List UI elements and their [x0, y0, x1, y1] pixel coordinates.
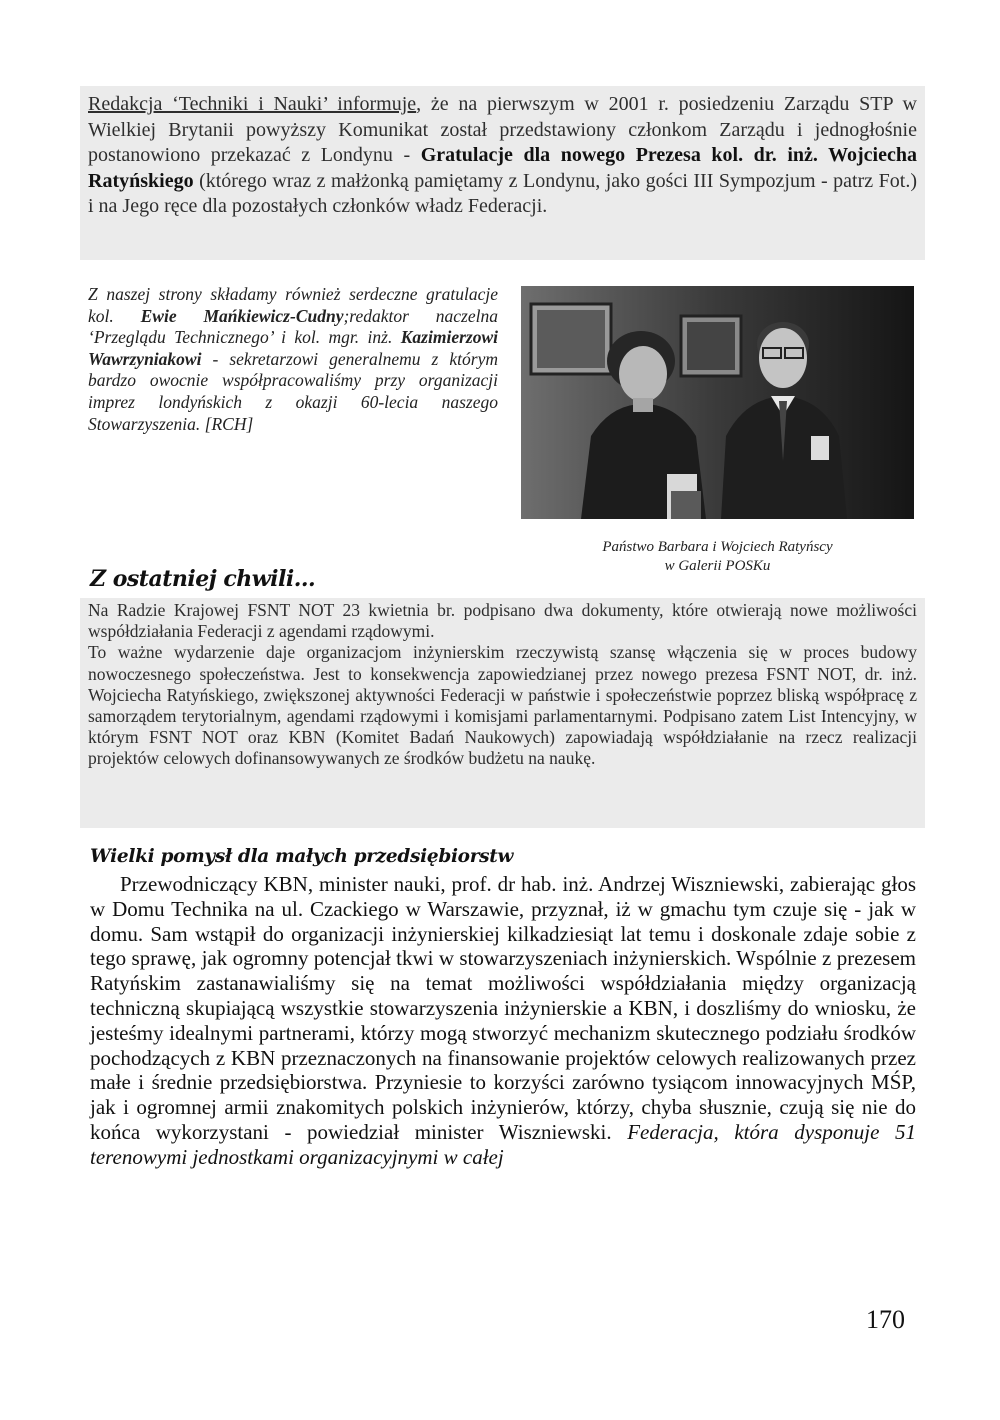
- congrats-text-3: - sekretarzowi generalnemu z którym bardzo owocnie współpracowaliśmy przy organizacji imprez londyńskich z okazji 60-lecia naszego Stowarzyszenia. [RCH]: [88, 348, 498, 434]
- couple-photo: [521, 286, 914, 519]
- caption-line-1: Państwo Barbara i Wojciech Ratyńscy: [602, 539, 833, 555]
- photo-caption: [521, 538, 914, 576]
- caption-line-2: w Galerii POSKu: [664, 558, 771, 574]
- article-italic-tail: Federacja, która dysponuje 51 terenowymi jednostkami organizacyjnymi w całej: [90, 1119, 916, 1169]
- congrats-text-1: Z naszej strony składamy również serdeczne gratulacje kol.: [88, 284, 498, 326]
- intro-text-2: (którego wraz z małżonką pamiętamy z Londynu, jako gości III Sympozjum - patrz Fot.) i na Jego ręce dla pozostałych członków władz Federacji.: [88, 169, 917, 217]
- big-idea-article: [90, 872, 916, 1170]
- intro-bold-text: Gratulacje dla nowego Prezesa kol. dr. inż. Wojciecha Ratyńskiego: [88, 144, 917, 192]
- section-heading-big-idea: Wielki pomysł dla małych przedsiębiorstw: [90, 846, 514, 867]
- congrats-name-2: Kazimierzowi Wawrzyniakowi: [88, 327, 498, 369]
- last-minute-news: [80, 598, 925, 828]
- news-paragraph-1: Na Radzie Krajowej FSNT NOT 23 kwietnia br. podpisano dwa dokumenty, które otwierają nowe możliwości współdziałania Federacji z agendami rządowymi.: [88, 600, 917, 642]
- photo-illustration: [521, 286, 914, 519]
- article-text: Przewodniczący KBN, minister nauki, prof. dr hab. inż. Andrzej Wiszniewski, zabierając głos w Domu Technika na ul. Czackiego w Warszawie, przyznał, iż w gmachu tym czuje się - jak w domu. Sam wstąpił do organizacji inżynierskiej kilkadziesiąt lat temu i doskonale zdaje sobie z tego sprawę, jak ogromny potencjał tkwi w stowarzyszeniach inżynierskich. Wspólnie z prezesem Ratyńskim zastanawialiśmy się na temat możliwości współdziałania między organizacją techniczną skupiającą wszystkie stowarzyszenia inżynierskie a KBN, i doszliśmy do wniosku, że jesteśmy idealnymi partnerami, którzy mogą stworzyć mechanizm skutecznego podziału środków pochodzących z KBN przeznaczonych na finansowanie projektów celowych realizowanych przez małe i średnie przedsiębiorstwa. Przyniesie to korzyści zarówno tysiącom innowacyjnych MŚP, jak i ogromnej armii znakomitych polskich inżynierów, którzy, chyba słusznie, czują się nie do końca wykorzystani - powiedział minister Wiszniewski.: [90, 872, 916, 1144]
- intro-underlined-text: Redakcja ‘Techniki i Nauki’ informuje: [88, 93, 417, 115]
- congratulations-paragraph: [88, 284, 498, 435]
- intro-text-1: , że na pierwszym w 2001 r. posiedzeniu Zarządu STP w Wielkiej Brytanii powyższy Komunikat został przedstawiony członkom Zarządu i jednogłośnie postanowiono przekazać z Londynu -: [88, 93, 917, 166]
- page-number: 170: [866, 1305, 905, 1334]
- congrats-name-1: Ewie Mańkiewicz-Cudny: [140, 305, 344, 326]
- news-paragraph-2: To ważne wydarzenie daje organizacjom inżynierskim rzeczywistą szansę włączenia się w proces budowy nowoczesnego społeczeństwa. Jest to konsekwencja zapowiedzianej przez nowego prezesa FSNT NOT, dr. inż. Wojciecha Ratyńskiego, zwiększonej aktywności Federacji w państwie i społeczeństwie poprzez bliską współpracę z samorządem terytorialnym, agendami rządowymi i komisjami parlamentarnymi. Podpisano zatem List Intencyjny, w którym FSNT NOT oraz KBN (Komitet Badań Naukowych) zapowiadają współdziałanie na rzecz realizacji projektów celowych dofinansowywanych ze środków budżetu na naukę.: [88, 642, 917, 769]
- congrats-text-2: ;redaktor naczelna ‘Przeglądu Technicznego’ i kol. mgr. inż.: [88, 305, 498, 348]
- section-heading-last-minute: Z ostatniej chwili...: [90, 566, 316, 592]
- intro-paragraph: [80, 86, 925, 260]
